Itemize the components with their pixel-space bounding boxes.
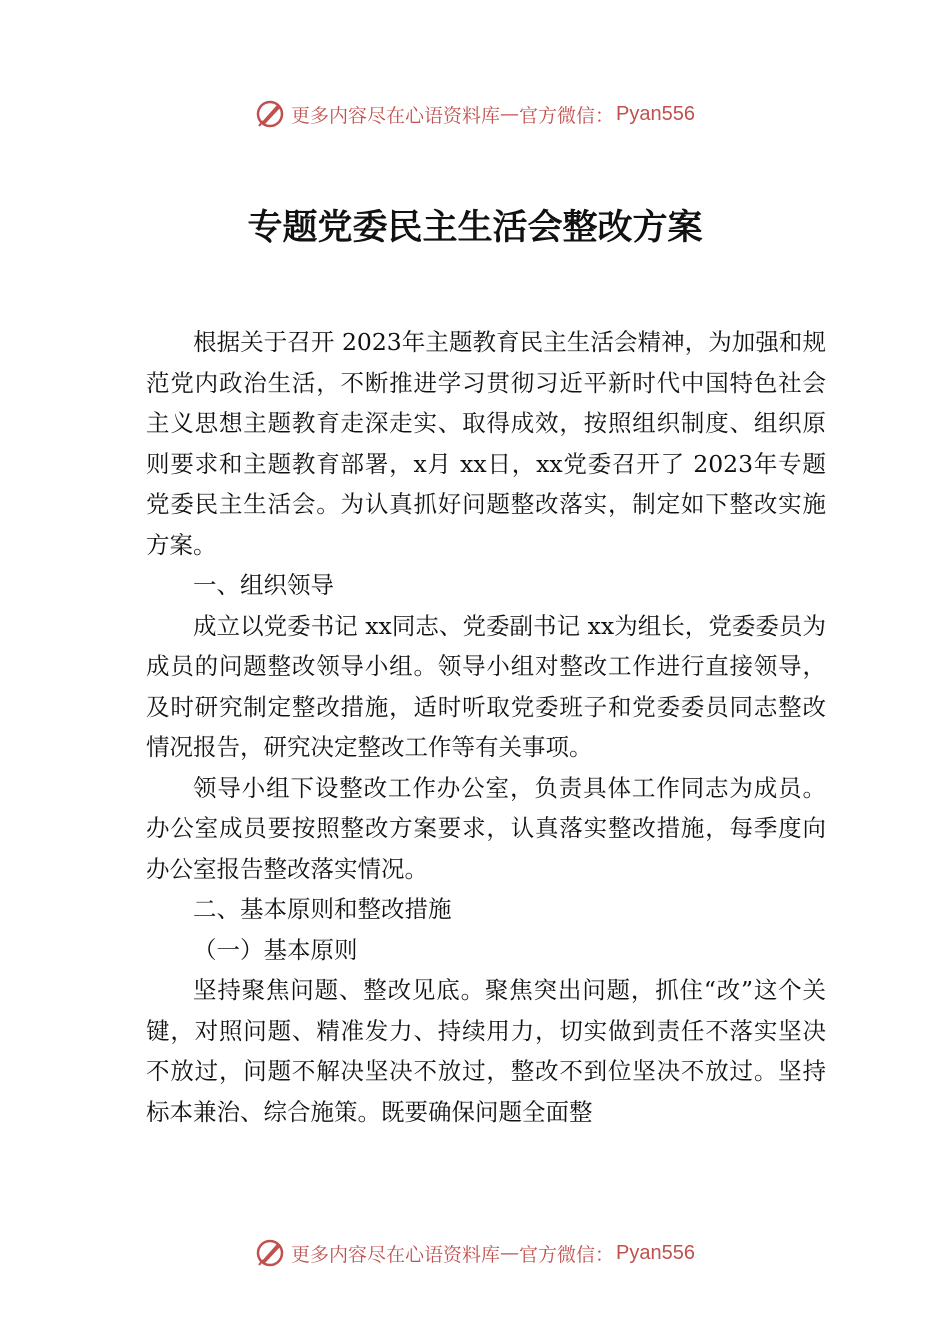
paragraph-intro: 根据关于召开 2023年主题教育民主生活会精神，为加强和规范党内政治生活，不断推进学习贯彻习近平新时代中国特色社会主义思想主题教育走深走实、取得成效，按照组织制度、组织原则要求和主题教育部署，x月 xx日，xx党委召开了 2023年专题党委民主生活会。为认真抓好问题整改落实，制定如下整改实施方案。 bbox=[146, 328, 826, 559]
footer-banner bbox=[0, 1233, 950, 1273]
banner-wechat-label: 官方微信： bbox=[519, 1243, 615, 1266]
heading-section-1: 一、组织领导 bbox=[193, 571, 334, 599]
paragraph-principles: 坚持聚焦问题、整改见底。聚焦突出问题，抓住“改”这个关键，对照问题、精准发力、持续用力，切实做到责任不落实坚决不放过，问题不解决坚决不放过，整改不到位坚决不放过。坚持标本兼治、综合施策。既要确保问题全面整 bbox=[146, 976, 826, 1126]
banner-separator: — bbox=[500, 1242, 520, 1264]
quill-logo-icon bbox=[255, 1238, 285, 1268]
banner-wechat-id: Pyan556 bbox=[616, 1241, 695, 1264]
document-title: 专题党委民主生活会整改方案 bbox=[247, 207, 703, 248]
paragraph-office: 领导小组下设整改工作办公室，负责具体工作同志为成员。办公室成员要按照整改方案要求，认真落实整改措施，每季度向办公室报告整改落实情况。 bbox=[146, 773, 826, 883]
paragraph-leadership-group: 成立以党委书记 xx同志、党委副书记 xx为组长，党委委员为成员的问题整改领导小组。领导小组对整改工作进行直接领导，及时研究制定整改措施，适时听取党委班子和党委委员同志整改情况报告，研究决定整改工作等有关事项。 bbox=[146, 611, 826, 761]
quill-logo-icon bbox=[255, 99, 285, 129]
banner-wechat-label: 官方微信： bbox=[519, 104, 615, 127]
heading-subsection-1: （一）基本原则 bbox=[193, 935, 358, 964]
banner-separator: — bbox=[500, 103, 520, 125]
banner-site-text: 更多内容尽在心语资料库 bbox=[291, 104, 501, 127]
header-banner bbox=[0, 94, 950, 134]
banner-wechat-id: Pyan556 bbox=[616, 102, 695, 125]
banner-site-text: 更多内容尽在心语资料库 bbox=[291, 1243, 501, 1266]
document-body bbox=[146, 322, 826, 1132]
heading-section-2: 二、基本原则和整改措施 bbox=[193, 895, 452, 923]
